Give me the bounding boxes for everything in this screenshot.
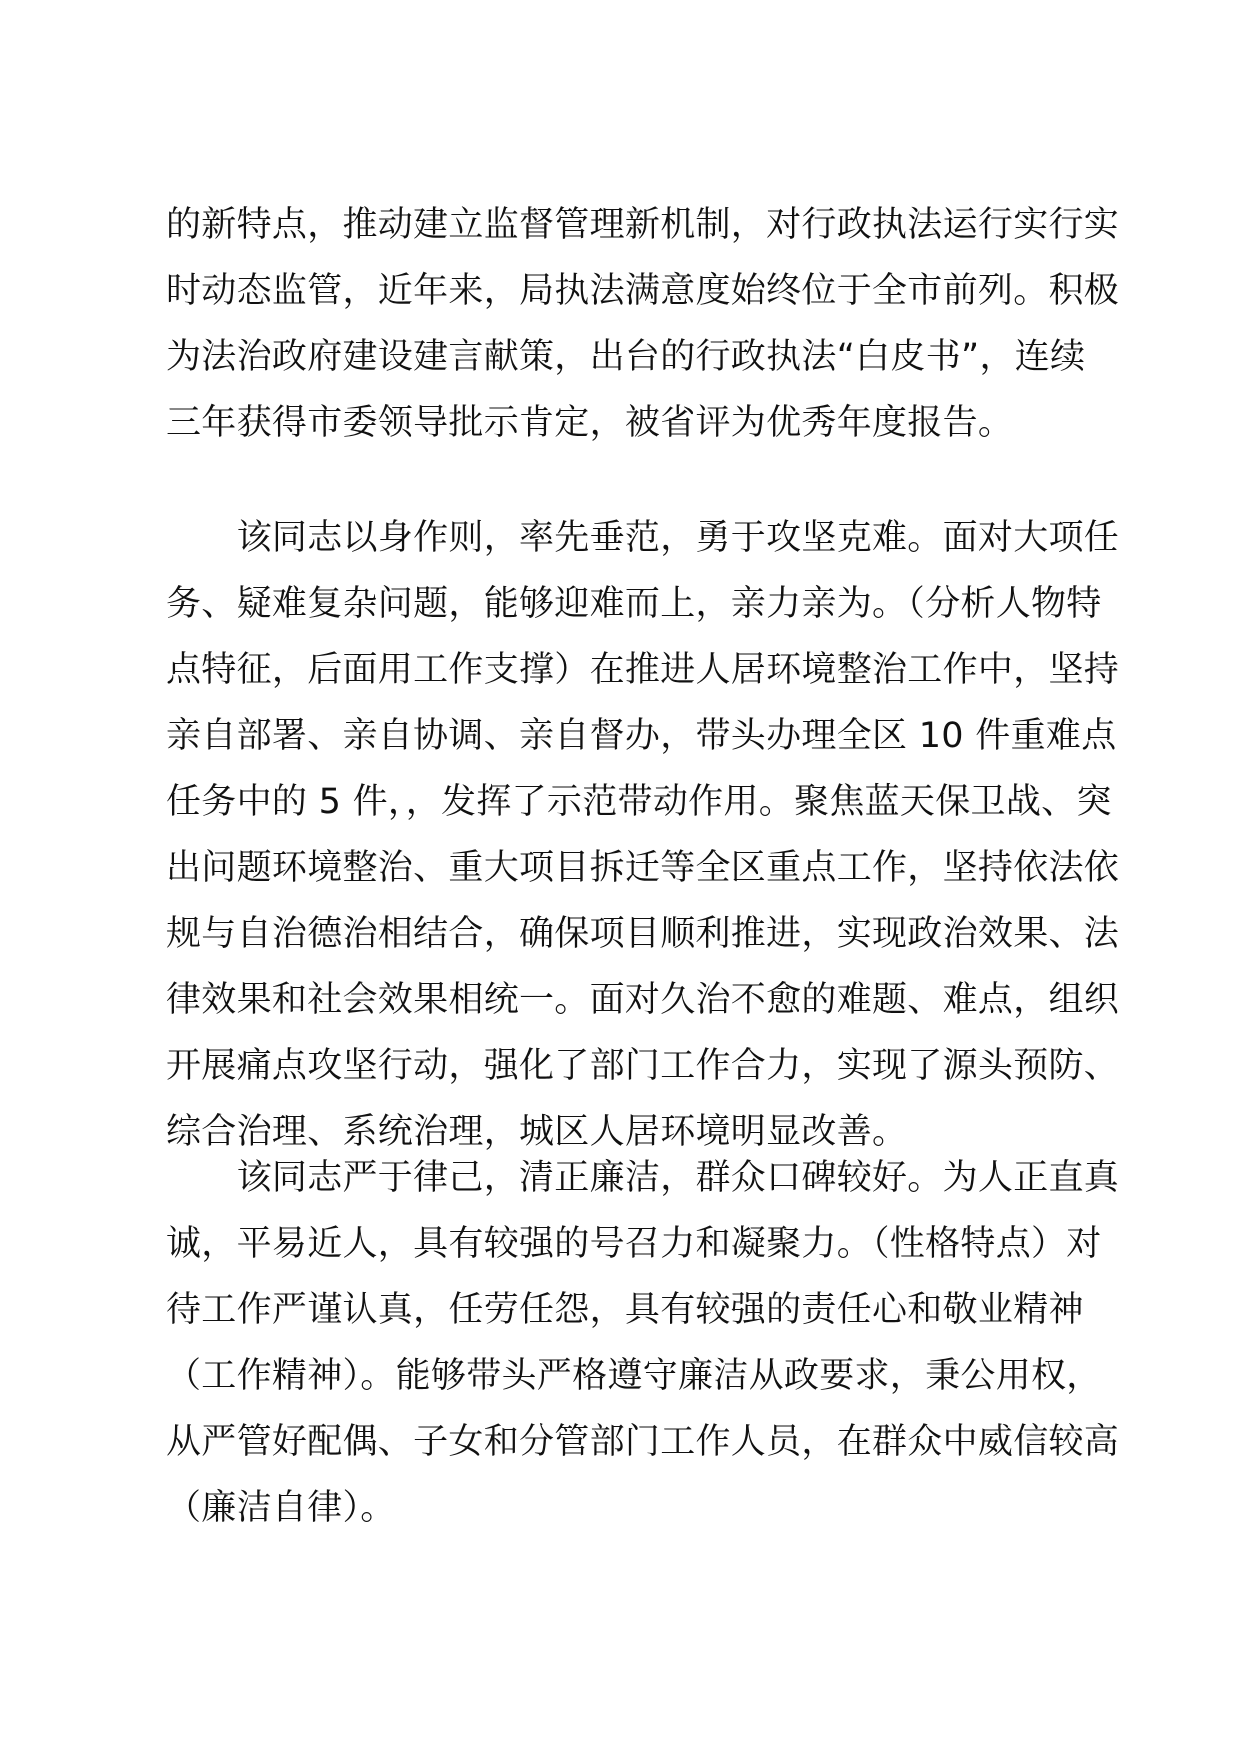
text-line: 点特征，后面用工作支撑）在推进人居环境整治工作中，坚持: [166, 650, 1120, 690]
text-line: 待工作严谨认真，任劳任怨，具有较强的责任心和敬业精神: [166, 1290, 1084, 1330]
text-line: 律效果和社会效果相统一。面对久治不愈的难题、难点，组织: [166, 980, 1120, 1020]
text-line: 开展痛点攻坚行动，强化了部门工作合力，实现了源头预防、: [166, 1046, 1120, 1086]
text-line: 的新特点，推动建立监督管理新机制，对行政执法运行实行实: [166, 205, 1120, 245]
text-line: 三年获得市委领导批示肯定，被省评为优秀年度报告。: [166, 403, 1014, 443]
text-line: 务、疑难复杂问题，能够迎难而上，亲力亲为。（分析人物特: [166, 584, 1102, 624]
text-line: 从严管好配偶、子女和分管部门工作人员，在群众中威信较高: [166, 1422, 1120, 1462]
text-line: 规与自治德治相结合，确保项目顺利推进，实现政治效果、法: [166, 914, 1120, 954]
paragraph-2: [166, 505, 1120, 1165]
text-line: 任务中的 5 件，，发挥了示范带动作用。聚焦蓝天保卫战、突: [166, 782, 1112, 822]
text-line: （工作精神）。能够带头严格遵守廉洁从政要求，秉公用权，: [166, 1356, 1102, 1396]
text-line: 亲自部署、亲自协调、亲自督办，带头办理全区 10 件重难点: [166, 716, 1117, 756]
text-line: 该同志以身作则，率先垂范，勇于攻坚克难。面对大项任: [166, 518, 1120, 558]
text-line: 诚，平易近人，具有较强的号召力和凝聚力。（性格特点）对: [166, 1224, 1102, 1264]
text-line: 综合治理、系统治理，城区人居环境明显改善。: [166, 1112, 908, 1152]
text-line: 该同志严于律己，清正廉洁，群众口碑较好。为人正直真: [166, 1158, 1120, 1198]
text-line: （廉洁自律）。: [166, 1488, 396, 1528]
text-line: 为法治政府建设建言献策，出台的行政执法“白皮书”，连续: [166, 337, 1086, 377]
paragraph-3: [166, 1145, 1120, 1541]
text-line: 时动态监管，近年来，局执法满意度始终位于全市前列。积极: [166, 271, 1120, 311]
text-line: 出问题环境整治、重大项目拆迁等全区重点工作，坚持依法依: [166, 848, 1120, 888]
paragraph-1: [166, 192, 1120, 456]
